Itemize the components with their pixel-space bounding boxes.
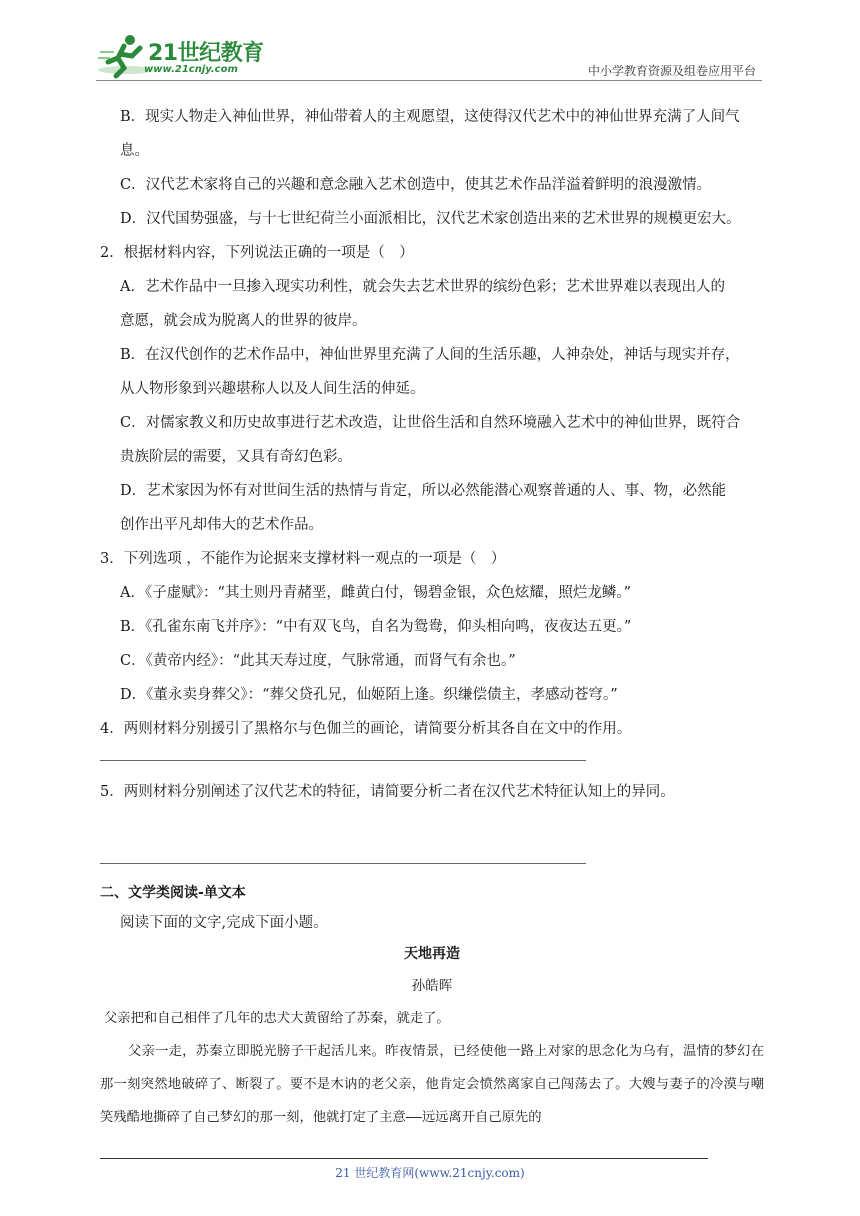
platform-name: 中小学教育资源及组卷应用平台 — [587, 64, 756, 78]
logo-text: 21世纪教育 — [148, 41, 264, 66]
q2-option-b: B．在汉代创作的艺术作品中，神仙世界里充满了人间的生活乐趣，人神杂处，神话与现实并存， — [120, 347, 740, 363]
q1-option-b-cont: 息。 — [120, 143, 149, 159]
q4-stem: 4．两则材料分别援引了黑格尔与色伽兰的画论，请简要分析其各自在文中的作用。 — [100, 721, 632, 737]
q2-stem: 2．根据材料内容，下列说法正确的一项是（ ） — [100, 245, 414, 261]
story-paragraph: 父亲一走，苏秦立即脱光膀子干起活儿来。昨夜情景，已经使他一路上对家的思念化为乌有，温情的梦幻在那一刻突然地破碎了、断裂了。要不是木讷的老父亲，他肯定会愤然离家自己闯荡去了。大嫂与妻子的冷漠与嘲笑残酷地撕碎了自己梦幻的那一刻，他就打定了主意——远远离开自己原先的 — [100, 1044, 764, 1125]
reading-instruction: 阅读下面的文字,完成下面小题。 — [120, 915, 328, 931]
footer-divider — [100, 1158, 708, 1159]
q1-option-b: B．现实人物走入神仙世界，神仙带着人的主观愿望，这使得汉代艺术中的神仙世界充满了人间气 — [120, 109, 740, 125]
q2-option-d: D．艺术家因为怀有对世间生活的热情与肯定，所以必然能潜心观察普通的人、事、物，必然能 — [120, 483, 727, 499]
q1-option-c: C．汉代艺术家将自己的兴趣和意念融入艺术创造中，使其艺术作品洋溢着鲜明的浪漫激情。 — [120, 177, 712, 193]
q2-option-a: A．艺术作品中一旦掺入现实功利性，就会失去艺术世界的缤纷色彩；艺术世界难以表现出人的 — [120, 279, 725, 295]
q5-stem: 5．两则材料分别阐述了汉代艺术的特征，请简要分析二者在汉代艺术特征认知上的异同。 — [100, 784, 675, 800]
q2-option-c: C．对儒家教义和历史故事进行艺术改造，让世俗生活和自然环境融入艺术中的神仙世界，既符合 — [120, 415, 741, 431]
story-paragraph: 父亲把和自己相伴了几年的忠犬大黄留给了苏秦，就走了。 — [104, 1011, 450, 1026]
q4-answer-line — [100, 760, 586, 761]
logo-url: www.21cnjy.com — [144, 64, 238, 75]
story-author: 孙皓晖 — [411, 978, 453, 994]
q2-option-a-cont: 意愿，就会成为脱离人的世界的彼岸。 — [120, 313, 367, 329]
header-divider — [96, 80, 762, 81]
page-header — [0, 0, 860, 90]
q1-option-d: D．汉代国势强盛，与十七世纪荷兰小面派相比，汉代艺术家创造出来的艺术世界的规模更宏大。 — [120, 211, 741, 227]
q2-option-b-cont: 从人物形象到兴趣堪称人以及人间生活的伸延。 — [120, 381, 425, 397]
q5-answer-line — [100, 863, 586, 864]
document-body — [100, 100, 764, 1134]
q2-option-c-cont: 贵族阶层的需要，又具有奇幻色彩。 — [120, 449, 352, 465]
story-title: 天地再造 — [404, 946, 460, 962]
section-heading: 二、文学类阅读-单文本 — [100, 885, 246, 901]
q3-option-d: D．《董永卖身葬父》：“葬父贷孔兄，仙姬陌上逢。织缣偿债主，孝感动苍穹。” — [120, 687, 618, 703]
footer-text: 21 世纪教育网(www.21cnjy.com) — [335, 1166, 525, 1180]
q3-option-b: B．《孔雀东南飞并序》：“中有双飞鸟，自名为鸳鸯，仰头相向鸣，夜夜达五更。” — [120, 619, 632, 635]
q2-option-d-cont: 创作出平凡却伟大的艺术作品。 — [120, 517, 323, 533]
q3-option-c: C．《黄帝内经》：“此其天寿过度，气脉常通，而肾气有余也。” — [120, 653, 516, 669]
q3-stem: 3．下列选项 ，不能作为论据来支撑材料一观点的一项是（ ） — [100, 551, 506, 567]
q3-option-a: A．《子虚赋》：“其土则丹青赭垩，雌黄白付，锡碧金银，众色炫耀，照烂龙鳞。” — [120, 585, 632, 601]
